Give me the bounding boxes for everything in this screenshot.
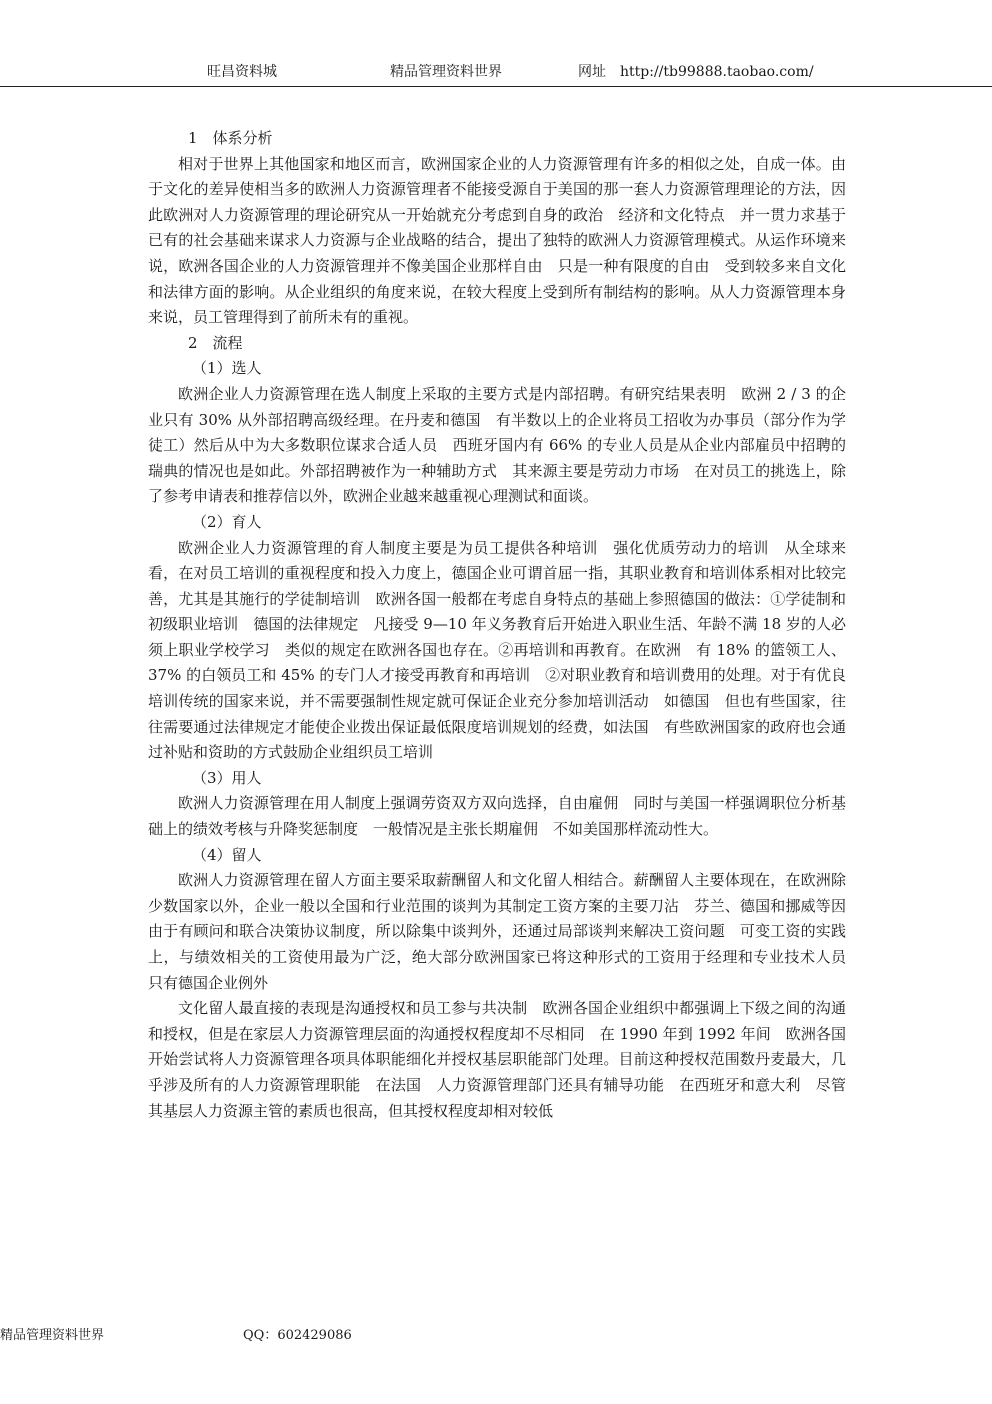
paragraph-selection: 欧洲企业人力资源管理在选人制度上采取的主要方式是内部招聘。有研究结果表明 欧洲 2 / 3 的企业只有 30% 从外部招聘高级经理。在丹麦和德国 有半数以上的企业将员工招收为办事员（部分作为学徒工）然后从中为大多数职位谋求合适人员 西班牙国内有 66% 的专业人员是从企业内部雇员中招聘的 瑞典的情况也是如此。外部招聘被作为一种辅助方式 其来源主要是劳动力市场 在对员工的挑选上，除了参考申请表和推荐信以外，欧洲企业越来越重视心理测试和面谈。: [148, 384, 862, 506]
subheading-training: （2）育人: [192, 512, 262, 531]
document-body: [148, 126, 862, 1124]
header-site-name: 旺昌资料城: [207, 64, 277, 80]
heading-system-analysis: 1 体系分析: [188, 129, 273, 147]
header-url[interactable]: 网址 http://tb99888.taobao.com/: [578, 64, 814, 80]
subheading-retention: （4）留人: [192, 845, 262, 864]
footer-qq: QQ：602429086: [243, 1328, 352, 1343]
paragraph-system-analysis: 相对于世界上其他国家和地区而言，欧洲国家企业的人力资源管理有许多的相似之处，自成一体。由于文化的差异使相当多的欧洲人力资源管理者不能接受源自于美国的那一套人力资源管理理论的方法，因此欧洲对人力资源管理的理论研究从一开始就充分考虑到自身的政治 经济和文化特点 并一贯力求基于已有的社会基础来谋求人力资源与企业战略的结合，提出了独特的欧洲人力资源管理模式。从运作环境来说，欧洲各国企业的人力资源管理并不像美国企业那样自由 只是一种有限度的自由 受到较多来自文化和法律方面的影响。从企业组织的角度来说，在较大程度上受到所有制结构的影响。从人力资源管理本身来说，员工管理得到了前所未有的重视。: [148, 154, 846, 327]
paragraph-training: 欧洲企业人力资源管理的育人制度主要是为员工提供各种培训 强化优质劳动力的培训 从全球来看，在对员工培训的重视程度和投入力度上，德国企业可谓首屈一指，其职业教育和培训体系相对比较完善，尤其是其施行的学徒制培训 欧洲各国一般都在考虑自身特点的基础上参照德国的做法：①学徒制和初级职业培训 德国的法律规定 凡接受 9—10 年义务教育后开始进入职业生活、年龄不满 18 岁的人必须上职业学校学习 类似的规定在欧洲各国也存在。②再培训和再教育。在欧洲 有 18% 的篮领工人、37% 的白领员工和 45% 的专门人才接受再教育和再培训 ②对职业教育和培训费用的处理。对于有优良培训传统的国家来说，并不需要强制性规定就可保证企业充分参加培训活动 如德国 但也有些国家，往往需要通过法律规定才能使企业拨出保证最低限度培训规划的经费，如法国 有些欧洲国家的政府也会通过补贴和资助的方式鼓励企业组织员工培训: [148, 538, 846, 762]
paragraph-retention-salary: 欧洲人力资源管理在留人方面主要采取薪酬留人和文化留人相结合。薪酬留人主要体现在，在欧洲除少数国家以外，企业一般以全国和行业范围的谈判为其制定工资方案的主要刀沾 芬兰、德国和挪威等因由于有顾问和联合决策协议制度，所以除集中谈判外，还通过局部谈判来解决工资问题 可变工资的实践上，与绩效相关的工资使用最为广泛，绝大部分欧洲国家已将这种形式的工资用于经理和专业技术人员 只有德国企业例外: [148, 871, 862, 992]
header-world-title: 精品管理资料世界: [390, 64, 502, 80]
subheading-employment: （3）用人: [192, 768, 262, 787]
footer-world-title: 精品管理资料世界: [0, 1328, 105, 1343]
subheading-selection: （1）选人: [192, 359, 262, 378]
paragraph-retention-culture: 文化留人最直接的表现是沟通授权和员工参与共决制 欧洲各国企业组织中都强调上下级之间的沟通和授权，但是在家层人力资源管理层面的沟通授权程度却不尽相同 在 1990 年到 1992 年间 欧洲各国开始尝试将人力资源管理各项具体职能细化并授权基层职能部门处理。目前这种授权范围数丹麦最大，几乎涉及所有的人力资源管理职能 在法国 人力资源管理部门还具有辅导功能 在西班牙和意大利 尽管其基层人力资源主管的素质也很高，但其授权程度却相对较低: [148, 999, 846, 1120]
heading-process: 2 流程: [188, 333, 243, 352]
page-header: [0, 60, 992, 87]
paragraph-employment: 欧洲人力资源管理在用人制度上强调劳资双方双向选择，自由雇佣 同时与美国一样强调职位分析基础上的绩效考核与升降奖惩制度 一般情况是主张长期雇佣 不如美国那样流动性大。: [148, 794, 846, 839]
